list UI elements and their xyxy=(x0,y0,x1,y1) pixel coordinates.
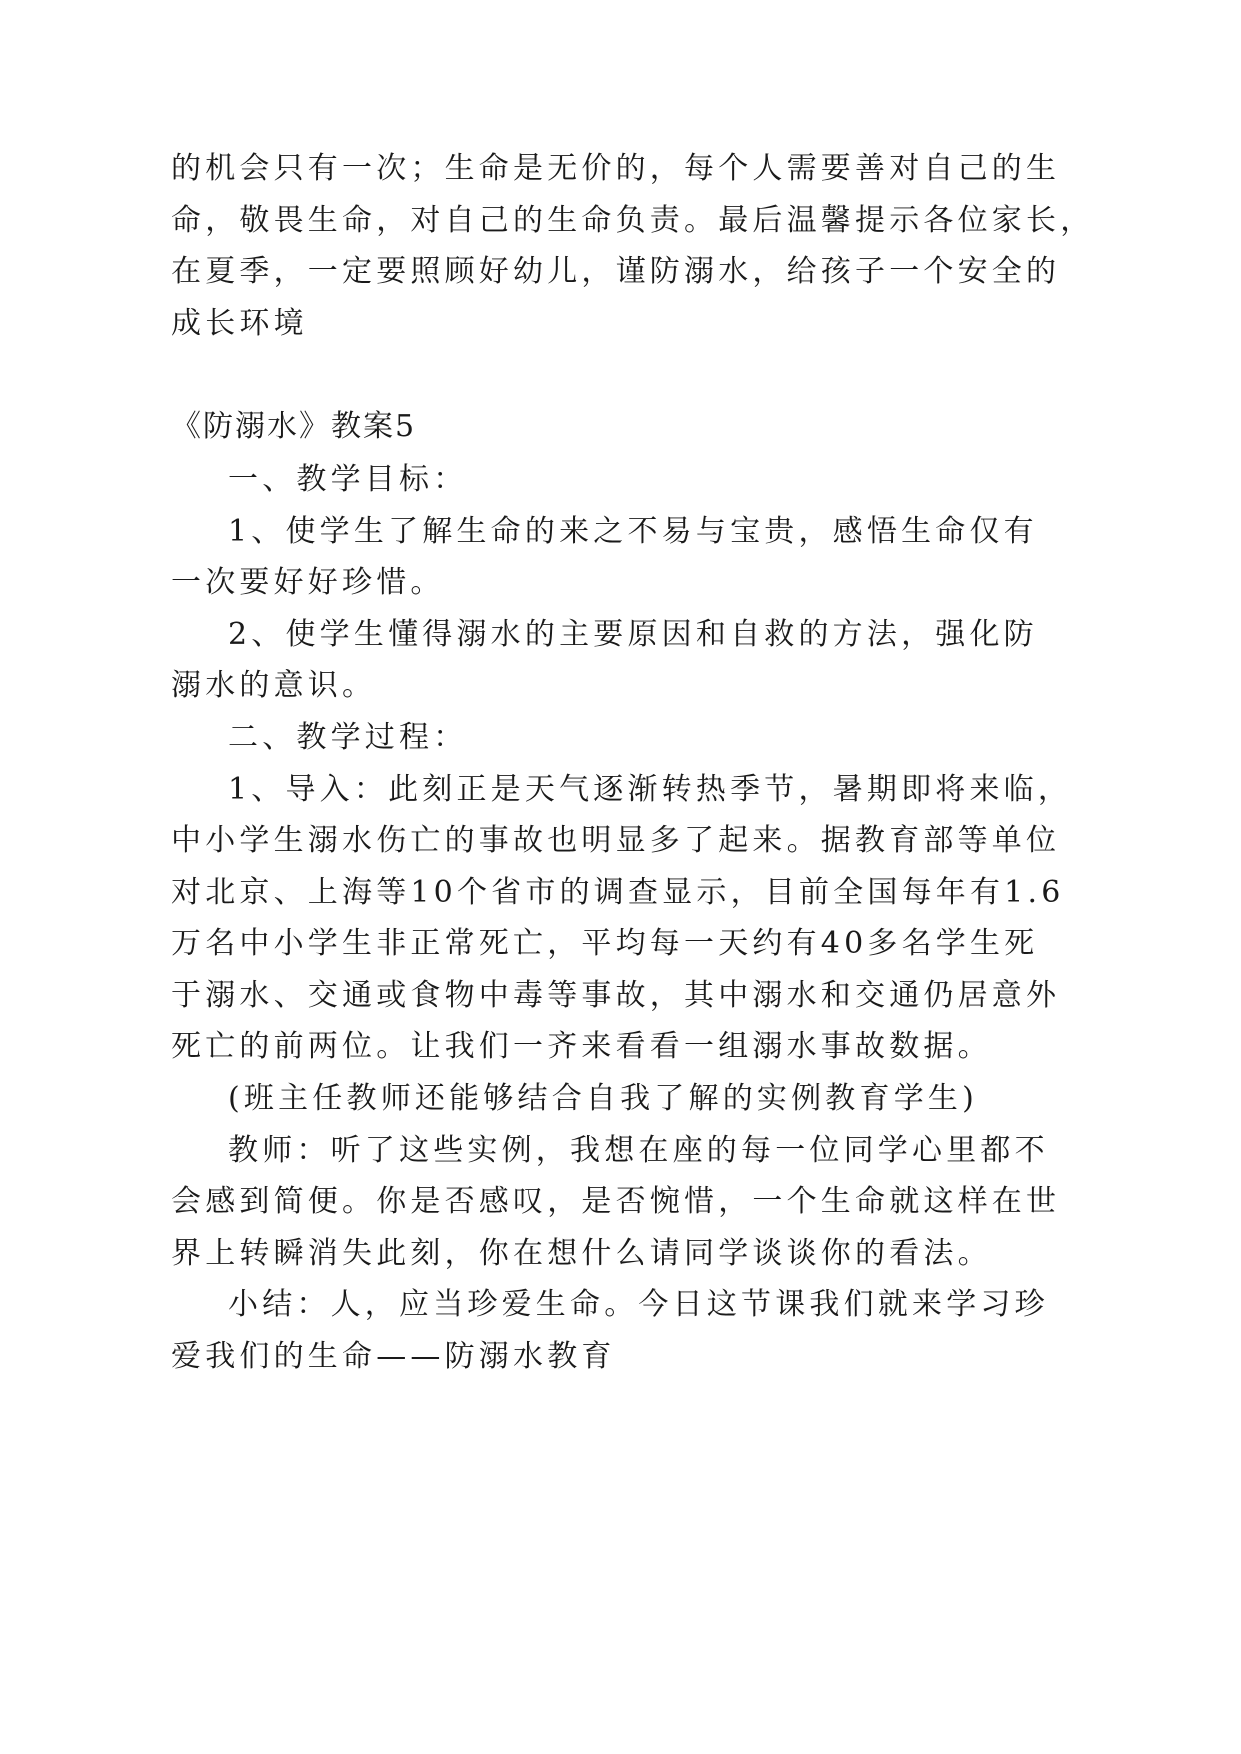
text-line: 小结：人，应当珍爱生命。今日这节课我们就来学习珍 xyxy=(228,1287,1049,1322)
teacher-note: (班主任教师还能够结合自我了解的实例教育学生) xyxy=(228,1081,979,1116)
text-line: 在夏季，一定要照顾好幼儿，谨防溺水，给孩子一个安全的 xyxy=(171,254,1061,289)
text-line: 成长环境 xyxy=(171,306,308,341)
text-line: 溺水的意识。 xyxy=(171,668,377,703)
objectives-heading: 一、教学目标： xyxy=(228,462,468,497)
text-line: 的机会只有一次；生命是无价的，每个人需要善对自己的生 xyxy=(171,151,1061,186)
text-line: 中小学生溺水伤亡的事故也明显多了起来。据教育部等单位 xyxy=(171,823,1061,858)
text-line: 1、使学生了解生命的来之不易与宝贵，感悟生命仅有 xyxy=(228,514,1038,549)
text-line: 会感到简便。你是否感叹，是否惋惜，一个生命就这样在世 xyxy=(171,1184,1061,1219)
text-line: 命，敬畏生命，对自己的生命负责。最后温馨提示各位家长， xyxy=(171,203,1095,238)
text-line: 一次要好好珍惜。 xyxy=(171,565,445,600)
process-heading: 二、教学过程： xyxy=(228,720,468,755)
text-line: 爱我们的生命——防溺水教育 xyxy=(171,1339,616,1374)
text-line: 界上转瞬消失此刻，你在想什么请同学谈谈你的看法。 xyxy=(171,1236,992,1271)
text-line: 1、导入：此刻正是天气逐渐转热季节，暑期即将来临， xyxy=(228,772,1073,807)
text-line: 于溺水、交通或食物中毒等事故，其中溺水和交通仍居意外 xyxy=(171,978,1061,1013)
section-title: 《防溺水》教案5 xyxy=(171,409,417,444)
text-line: 对北京、上海等10个省市的调查显示，目前全国每年有1.6 xyxy=(171,875,1065,910)
text-line: 死亡的前两位。让我们一齐来看看一组溺水事故数据。 xyxy=(171,1029,992,1064)
text-line: 教师：听了这些实例，我想在座的每一位同学心里都不 xyxy=(228,1133,1049,1168)
text-line: 2、使学生懂得溺水的主要原因和自救的方法，强化防 xyxy=(228,617,1038,652)
text-line: 万名中小学生非正常死亡，平均每一天约有40多名学生死 xyxy=(171,926,1039,961)
